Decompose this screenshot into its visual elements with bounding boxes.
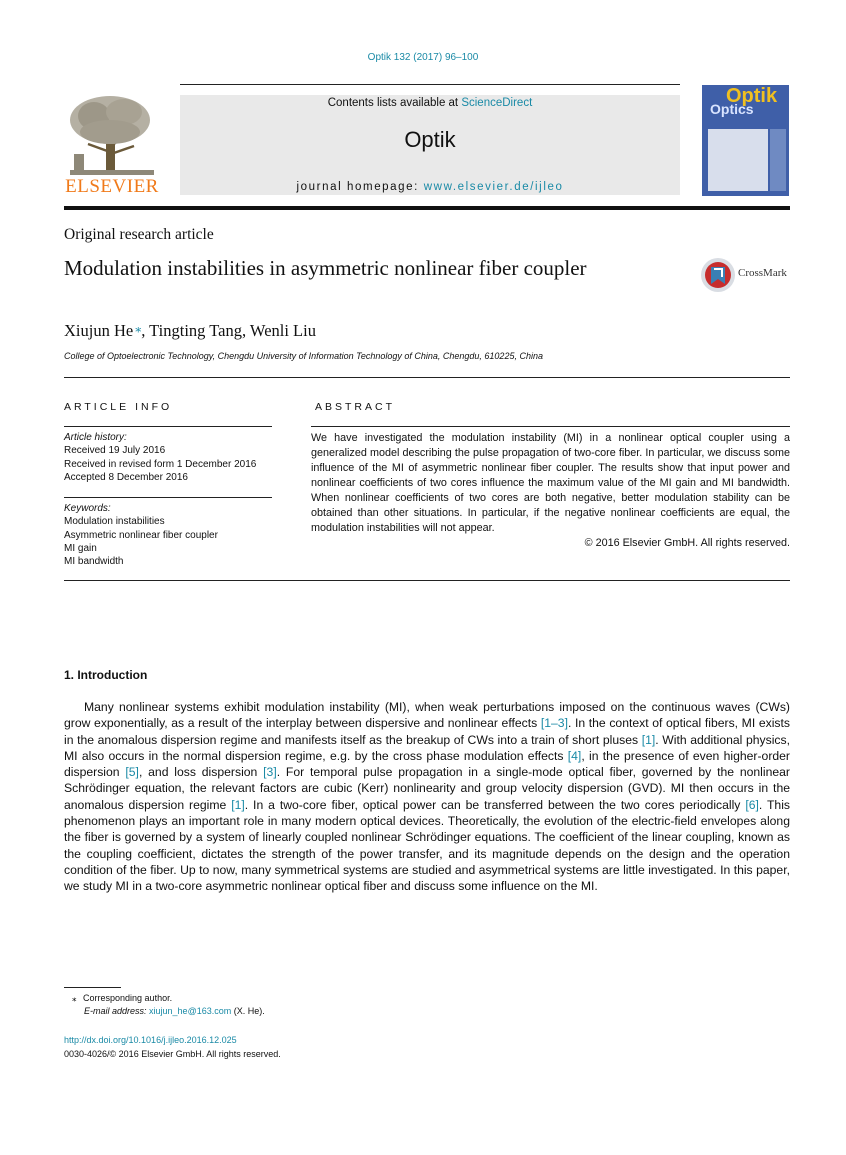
cover-side-panel — [770, 129, 786, 191]
cover-contents-panel — [708, 129, 768, 191]
elsevier-logo — [64, 92, 160, 196]
issn-copyright: 0030-4026/© 2016 Elsevier GmbH. All rights reserved. — [64, 1049, 281, 1059]
intro-text: Many nonlinear systems exhibit modulation instability (MI), when weak perturbations imposed on the continuous waves (CWs) grow exponentially, as a result of the interplay between dispersive and nonlinear effects — [64, 700, 790, 731]
email-footnote — [84, 1005, 265, 1019]
introduction-paragraph — [64, 699, 790, 895]
doi-link[interactable]: http://dx.doi.org/10.1016/j.ijleo.2016.12.025 — [64, 1035, 237, 1045]
citation-link[interactable]: [3] — [263, 765, 277, 780]
history-label: Article history: — [64, 432, 127, 443]
abstract-body — [311, 431, 790, 551]
crossmark-label: CrossMark — [738, 267, 787, 279]
email-label: E-mail address: — [84, 1006, 150, 1016]
journal-banner — [180, 95, 680, 195]
history-accepted: Accepted 8 December 2016 — [64, 471, 188, 483]
article-info-heading: ARTICLE INFO — [64, 401, 173, 413]
meta-rule — [64, 377, 790, 378]
footnote-mark: ⁎ — [72, 993, 77, 1003]
homepage-line — [180, 181, 680, 193]
citation-link[interactable]: [4] — [567, 748, 582, 763]
intro-text: . This phenomenon plays an important role in many modern optical devices. Theoretically, the evolution of the electric-field envelopes along the fiber is governed by a system of linearly coupled nonlinear Schrödinger equations. The coefficient of the linear coupling, known as the coupling coefficient, dictates the strength of the power transfer, and its magnitude depends on the design and the operation condition of the fiber. Up to now, many symmetrical systems are studied and asymmetrical systems are little investigated. In this paper, we study MI in a two-core asymmetric nonlinear optical fiber and discuss some influence on the MI. — [64, 797, 790, 894]
history-received: Received 19 July 2016 — [64, 445, 166, 457]
journal-title: Optik — [404, 127, 456, 152]
citation-link[interactable]: [1–3] — [540, 716, 568, 731]
intro-text: . For temporal pulse propagation in a single-mode optical fiber, governed by the nonlinear Schrödinger equation, the relevant factors are cubic (Kerr) nonlinearity and group velocity dispersion (GVD). MI then occurs in the anomalous dispersion regime — [64, 765, 790, 812]
abstract-heading: ABSTRACT — [315, 401, 396, 413]
cover-title-optics: Optics — [710, 101, 754, 117]
corresponding-footnote — [72, 992, 172, 1006]
article-title: Modulation instabilities in asymmetric nonlinear fiber coupler — [64, 256, 587, 280]
article-info-rule — [64, 426, 272, 427]
abstract-bottom-rule — [64, 580, 790, 581]
intro-text: . In the context of optical fibers, MI exists in the anomalous dispersion regime and manifests itself as the breakup of CWs into a train of short pluses — [64, 716, 790, 747]
author-name: , Tingting Tang, Wenli Liu — [141, 321, 316, 340]
abstract-text: We have investigated the modulation instability (MI) in a nonlinear optical coupler using a generalized model describing the pulse propagation of two-core fiber. In particular, we discuss some influence of the MI of asymmetric nonlinear fiber coupler. The results show that input power and nonlinear coefficients of two cores influence the maximum value of the MI gain and MI bandwidth. When nonlinear coefficients of two cores are both negative, better modulation stability can be obtained than other situations. In particular, if the negative nonlinear coefficients are equal, the modulation instabilities will not appear. — [311, 432, 790, 534]
contents-prefix: Contents lists available at — [327, 97, 462, 109]
keywords-rule — [64, 497, 272, 498]
keyword: Asymmetric nonlinear fiber coupler — [64, 529, 218, 541]
journal-cover[interactable] — [702, 85, 789, 196]
keywords — [64, 502, 274, 568]
keyword: Modulation instabilities — [64, 516, 165, 528]
intro-text: , in the presence of even higher-order dispersion — [64, 748, 790, 780]
abstract-copyright: © 2016 Elsevier GmbH. All rights reserved. — [584, 537, 790, 549]
header-bottom-rule — [64, 206, 790, 210]
cover-title-optik: Optik — [726, 85, 778, 107]
email-suffix: (X. He). — [231, 1006, 265, 1016]
author-list — [64, 321, 316, 341]
keywords-label: Keywords: — [64, 503, 111, 514]
sciencedirect-link[interactable]: ScienceDirect — [461, 97, 533, 109]
intro-text: . In a two-core fiber, optical power can be transferred between the two cores periodically — [244, 797, 746, 812]
citation-link[interactable]: [6] — [745, 797, 759, 812]
email-link[interactable]: xiujun_he@163.com — [149, 1006, 232, 1016]
footnote-corresponding: Corresponding author. — [83, 993, 173, 1003]
header-top-rule — [180, 84, 680, 85]
crossmark-icon — [700, 257, 736, 293]
keyword: MI gain — [64, 542, 97, 554]
abstract-rule — [311, 426, 790, 427]
history-revised: Received in revised form 1 December 2016 — [64, 458, 257, 470]
article-type: Original research article — [64, 226, 214, 243]
journal-reference[interactable]: Optik 132 (2017) 96–100 — [367, 52, 479, 63]
homepage-prefix: journal homepage: — [296, 181, 424, 193]
intro-text: , and loss dispersion — [138, 765, 264, 780]
corresponding-author-mark[interactable]: ⁎ — [135, 321, 142, 335]
affiliation: College of Optoelectronic Technology, Chengdu University of Information Technology of China, Chengdu, 610225, China — [64, 351, 543, 361]
citation-link[interactable]: [1] — [231, 797, 245, 812]
contents-line — [180, 97, 680, 109]
keyword: MI bandwidth — [64, 556, 124, 568]
section-heading-introduction: 1. Introduction — [64, 668, 148, 682]
homepage-link[interactable]: www.elsevier.de/ijleo — [423, 181, 564, 193]
citation-link[interactable]: [1] — [641, 732, 656, 747]
intro-text: . With additional physics, MI also occurs in the normal dispersion regime, e.g. by the cross phase modulation effects — [64, 732, 790, 763]
elsevier-wordmark: ELSEVIER — [65, 176, 159, 197]
citation-link[interactable]: [5] — [125, 765, 139, 780]
article-history — [64, 431, 274, 484]
crossmark-badge[interactable] — [700, 257, 792, 293]
author-name: Xiujun He — [64, 321, 134, 340]
footnote-rule — [64, 987, 121, 988]
